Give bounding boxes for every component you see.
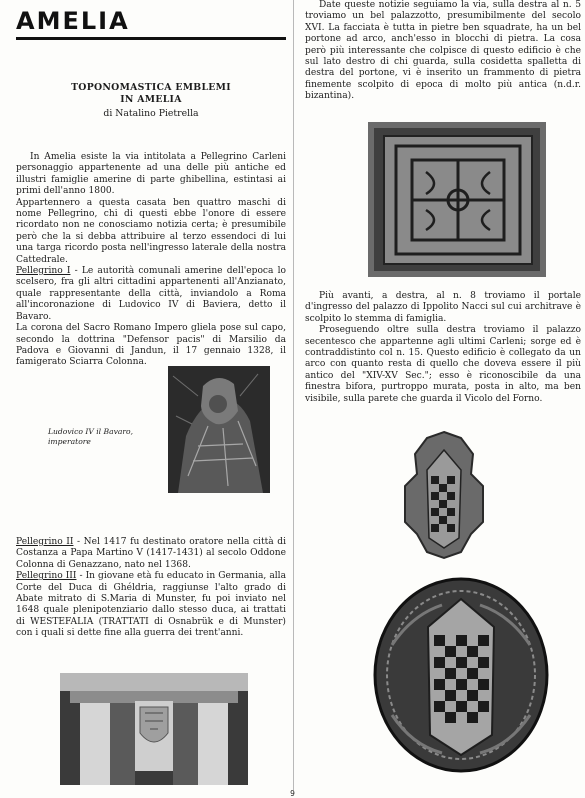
pellegrino-1-text: - Le autorità comunali amerine dell'epoca lo scelsero, fra gli altri cittadini appartenenti all'Anzianato, quale rappresentante della città, inviandolo a Roma all'incoronazione di Ludovico IV di Baviera, detto il Bavaro. xyxy=(16,266,286,322)
page-number: 9 xyxy=(290,789,295,798)
pellegrino-3-label: Pellegrino III xyxy=(16,571,77,582)
column-divider xyxy=(293,0,294,790)
paragraph-pellegrino-1 xyxy=(16,266,286,323)
paragraph-casata: Appartennero a questa casata ben quattro maschi di nome Pellegrino, chi di questi ebbe l'onore di essere ricordato non ne conosciamo notizia certa; è presumibile però che la si debba attribuire al terzo essendoci di lui una targa ricordo posta nell'ingresso laterale della nostra Cattedrale. xyxy=(16,197,286,265)
byzantine-stone-image xyxy=(368,122,546,277)
byline: di Natalino Pietrella xyxy=(103,108,199,119)
paragraph-nacci: Più avanti, a destra, al n. 8 troviamo il portale d'ingresso del palazzo di Ippolito Nacci sul cui architrave è scolpito lo stemma di famiglia. xyxy=(305,291,581,324)
left-text-block-2 xyxy=(16,537,286,640)
masthead-rule xyxy=(16,37,286,40)
pellegrino-3-text: - In giovane età fu educato in Germania, alla Corte del Duca di Ghéldria, raggiunse l'alto grado di Abate mitrato di S.Maria di Munster, fu poi inviato nel 1648 quale plenipotenziario dallo stesso duca, ai trattati di WESTEFALIA (TRATTATI di Osnabrük e di Munster) con i quali si dette fine alla guerra dei trent'anni. xyxy=(16,571,286,639)
portal-architrave-image xyxy=(60,673,248,785)
carleni-stone-crest-image xyxy=(372,575,550,780)
paragraph-carleni-palazzo: Proseguendo oltre sulla destra troviamo il palazzo secentesco che appartenne agli ultimi Carleni; sorge ed è contraddistinto col n. 15. Questo edificio è collegato da un arco con quanto resta di quello che doveva essere il più antico del "XIV-XV Sec."; esso è riconoscibile da una finestra bifora, purtroppo murata, posta in alto, ma ben visibile, sulla parete che guarda il Vicolo del Forno. xyxy=(305,325,581,404)
paragraph-palazzotto: Date queste notizie seguiamo la via, sulla destra al n. 5 troviamo un bel palazzotto, presumibilmente del secolo XVI. La facciata è tutta in pietre ben squadrate, ha un bel portone ad arco, anch'esso in blocchi di pietra. La cosa però più interessante che colpisce di questo edificio è che sul lato destro di chi guarda, sulla cosidetta spalletta di destra del portone, vi è inserito un frammento di pietra finemente scolpito di epoca di molto più antica (n.d.r. bizantina). xyxy=(305,0,581,102)
pellegrino-2-text: - Nel 1417 fu destinato oratore nella città di Costanza a Papa Martino V (1417-1431) al secolo Oddone Colonna di Genazzano, nato nel 1368. xyxy=(16,537,286,570)
ludovico-portrait-image xyxy=(168,366,270,493)
article-title-line-2: IN AMELIA xyxy=(120,94,182,105)
right-text-block-1 xyxy=(305,0,581,103)
pellegrino-2-label: Pellegrino II xyxy=(16,537,74,547)
paragraph-pellegrino-2 xyxy=(16,537,286,571)
right-text-block-2 xyxy=(305,291,581,405)
carleni-coat-of-arms-image xyxy=(401,430,487,560)
article-title-line-1: TOPONOMASTICA EMBLEMI xyxy=(71,82,231,93)
paragraph-intro: In Amelia esiste la via intitolata a Pellegrino Carleni personaggio appartenente ad una delle più antiche ed illustri famiglie amerine di parte ghibellina, estintasi ai primi dell'anno 1800. xyxy=(16,152,286,197)
pellegrino-1-label: Pellegrino I xyxy=(16,266,71,277)
paragraph-corona: La corona del Sacro Romano Impero gliela pose sul capo, secondo la dottrina "Defensor pacis" di Marsilio da Padova e Giovanni di Jandun, il 17 gennaio 1328, il famigerato Sciarra Colonna. xyxy=(16,323,286,368)
ludovico-caption: Ludovico IV il Bavaro, imperatore xyxy=(48,427,134,446)
masthead-title: AMELIA xyxy=(16,7,130,35)
article-title xyxy=(16,82,286,106)
paragraph-pellegrino-3 xyxy=(16,571,286,639)
left-text-block-1 xyxy=(16,152,286,369)
